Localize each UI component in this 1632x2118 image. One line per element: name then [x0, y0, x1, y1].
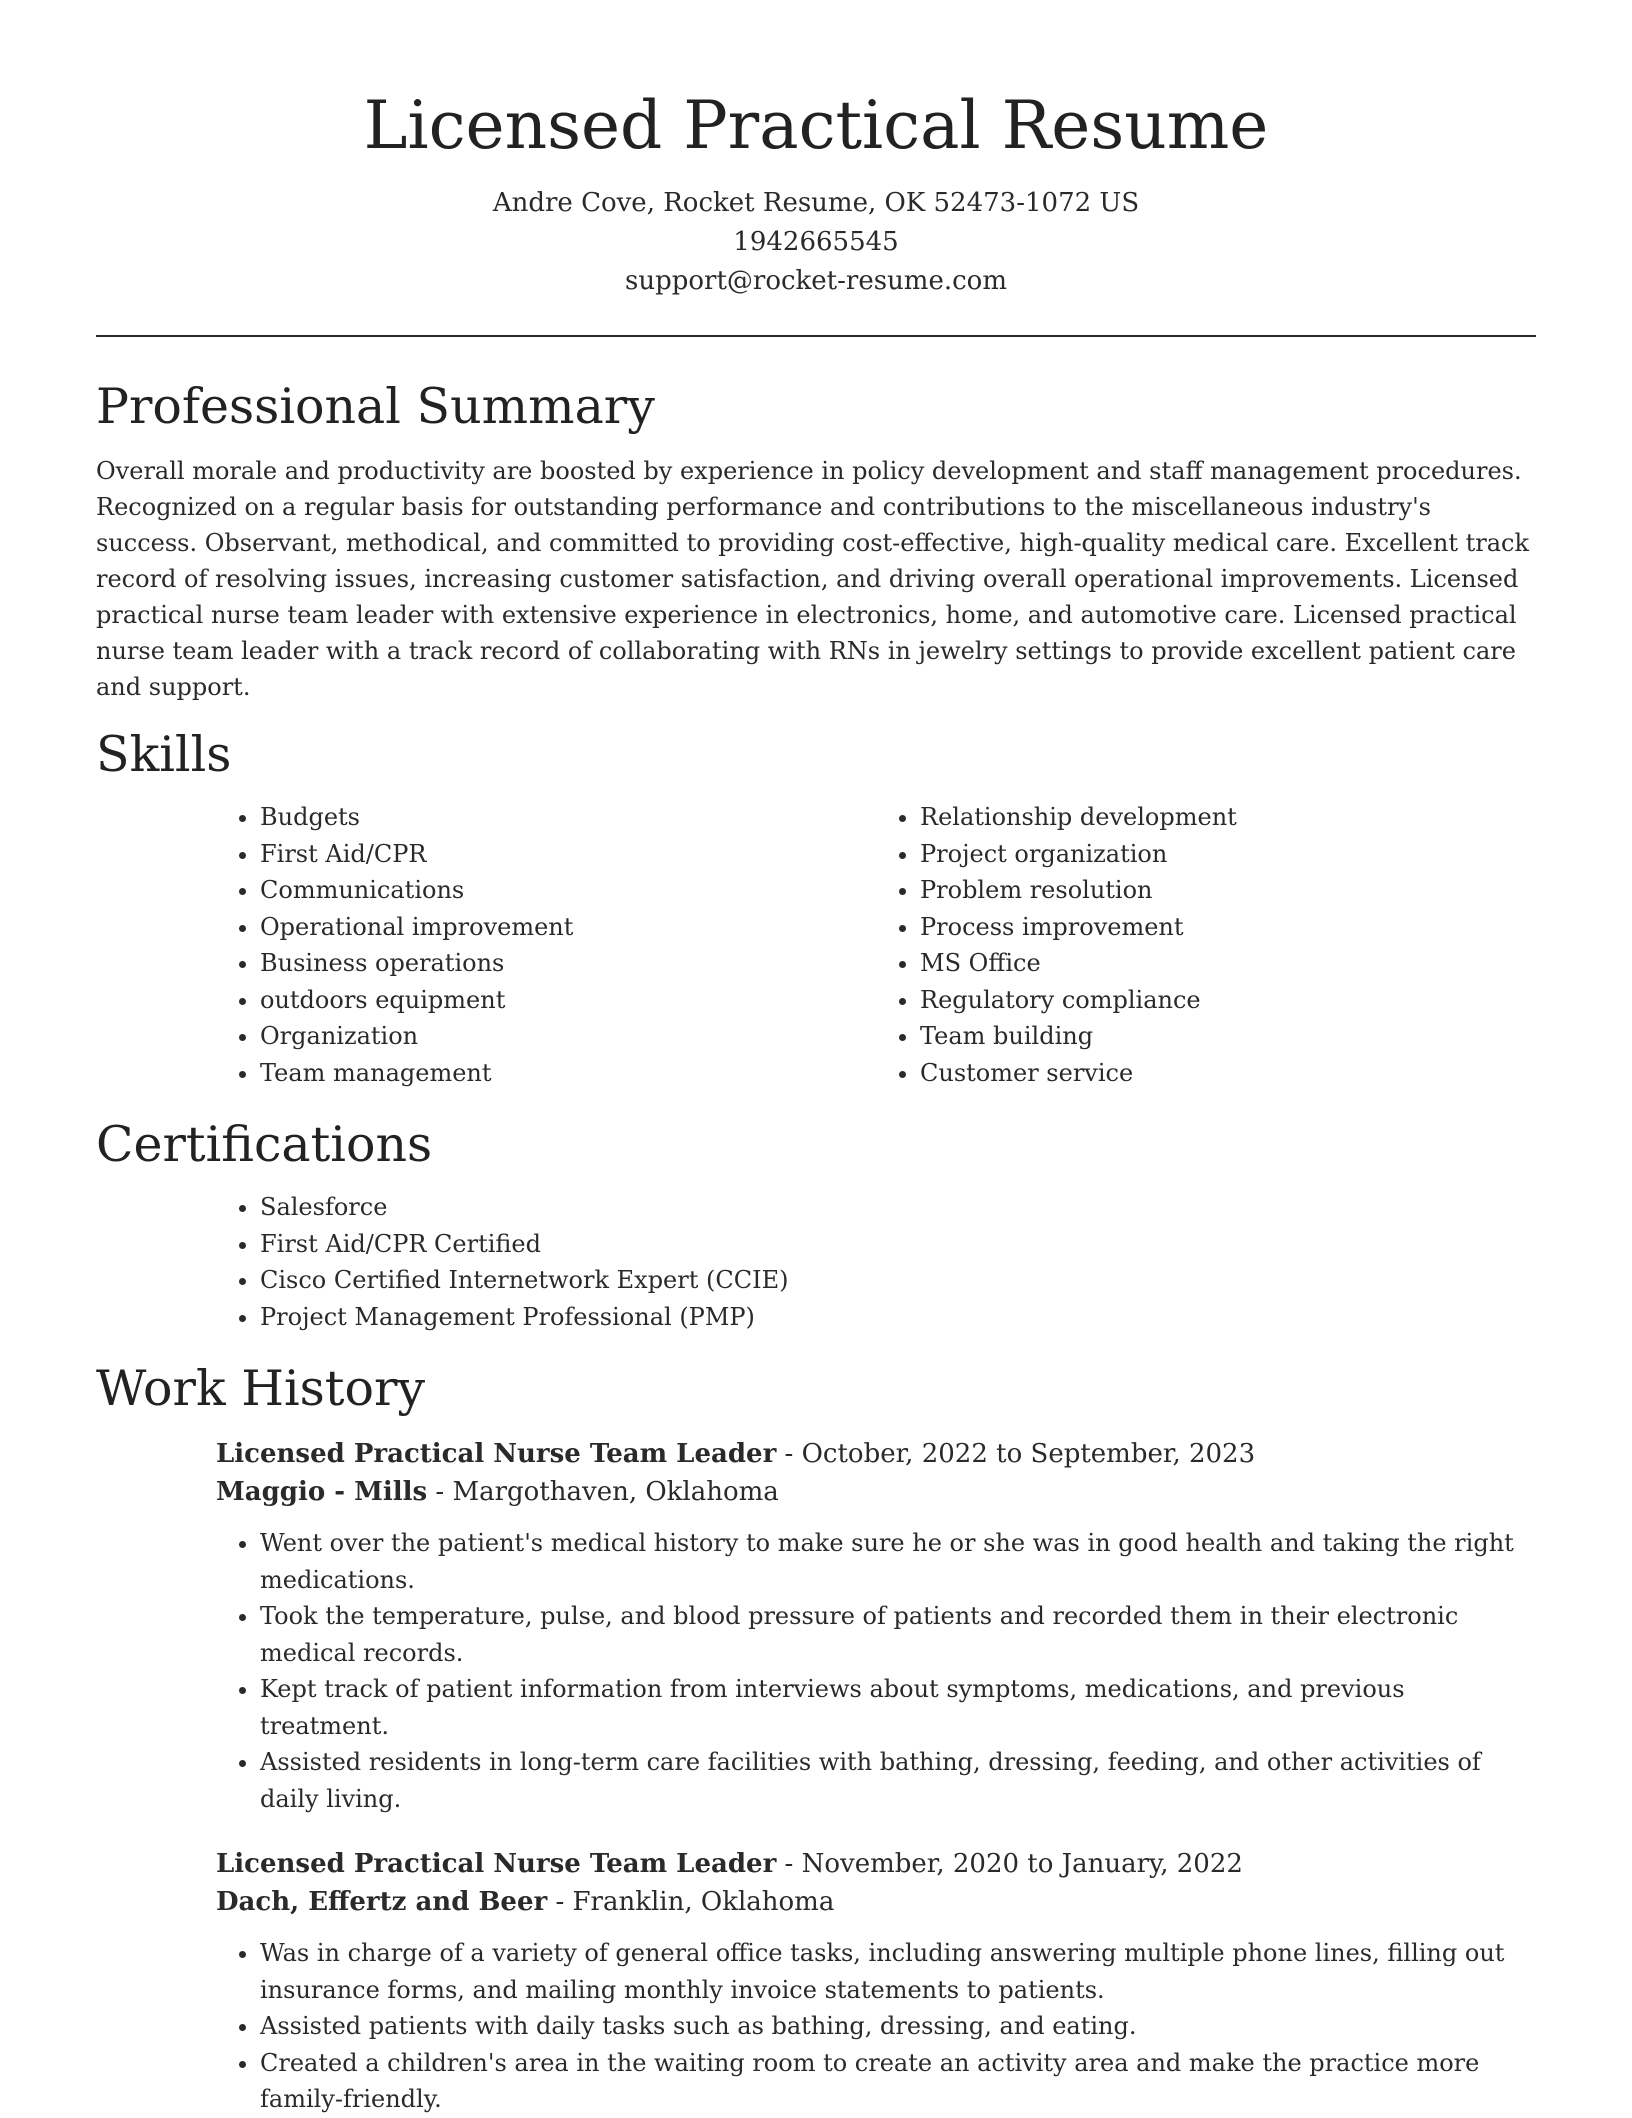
job-bullets	[216, 1935, 1536, 2118]
skill-item: • Organization	[260, 1018, 876, 1055]
header-divider	[96, 335, 1536, 337]
skill-item: • Business operations	[260, 945, 876, 982]
resume-page	[96, 0, 1536, 2118]
skill-item: • Communications	[260, 872, 876, 909]
job-entry	[216, 1845, 1536, 2118]
certifications-list	[216, 1189, 1536, 1335]
job-title-line	[216, 1435, 1536, 1473]
skill-item: • Budgets	[260, 799, 876, 836]
job-company: Dach, Effertz and Beer	[216, 1887, 548, 1917]
job-dates: - November, 2020 to January, 2022	[776, 1849, 1243, 1879]
job-bullet: • Was in charge of a variety of general office tasks, including answering multiple phone lines, filling out insurance forms, and mailing monthly invoice statements to patients.	[260, 1935, 1536, 2008]
skill-item: • Process improvement	[920, 909, 1536, 946]
skills-right-column	[876, 799, 1536, 1091]
certification-item: • Cisco Certified Internetwork Expert (CCIE)	[260, 1262, 1536, 1299]
skill-item: • Customer service	[920, 1055, 1536, 1092]
certification-item: • Project Management Professional (PMP)	[260, 1299, 1536, 1336]
skill-item: • Operational improvement	[260, 909, 876, 946]
work-history-section	[96, 1359, 1536, 2118]
job-title: Licensed Practical Nurse Team Leader	[216, 1439, 777, 1469]
contact-address: Andre Cove, Rocket Resume, OK 52473-1072 US	[492, 188, 1140, 218]
certifications-heading: Certifications	[96, 1116, 433, 1173]
skill-item: • outdoors equipment	[260, 982, 876, 1019]
job-entry	[216, 1435, 1536, 1817]
job-company-line	[216, 1883, 1536, 1921]
contact-block	[96, 184, 1536, 301]
skill-item: • Problem resolution	[920, 872, 1536, 909]
skill-item: • Project organization	[920, 836, 1536, 873]
job-bullet: • Created a children's area in the waiting room to create an activity area and make the practice more family-friendly.	[260, 2045, 1536, 2118]
job-company-line	[216, 1473, 1536, 1511]
skills-left-column	[216, 799, 876, 1091]
job-location: - Margothaven, Oklahoma	[427, 1477, 779, 1507]
job-bullet: • Assisted patients with daily tasks such as bathing, dressing, and eating.	[260, 2008, 1536, 2045]
summary-heading: Professional Summary	[96, 378, 655, 435]
job-bullets	[216, 1525, 1536, 1817]
summary-text: Overall morale and productivity are boosted by experience in policy development and staff management procedures. Recognized on a regular basis for outstanding performance and contributions to the miscellaneous industry's success. Observant, methodical, and committed to providing cost-effective, high-quality medical care. Excellent track record of resolving issues, increasing customer satisfaction, and driving overall operational improvements. Licensed practical nurse team leader with extensive experience in electronics, home, and automotive care. Licensed practical nurse team leader with a track record of collaborating with RNs in jewelry settings to provide excellent patient care and support.	[96, 457, 1530, 701]
skill-item: • First Aid/CPR	[260, 836, 876, 873]
skill-item: • MS Office	[920, 945, 1536, 982]
skill-item: • Team building	[920, 1018, 1536, 1055]
skill-item: • Team management	[260, 1055, 876, 1092]
job-bullet: • Assisted residents in long-term care facilities with bathing, dressing, feeding, and other activities of daily living.	[260, 1744, 1536, 1817]
job-company: Maggio - Mills	[216, 1477, 428, 1507]
job-bullet: • Went over the patient's medical history to make sure he or she was in good health and taking the right medications.	[260, 1525, 1536, 1598]
certification-item: • First Aid/CPR Certified	[260, 1226, 1536, 1263]
job-title: Licensed Practical Nurse Team Leader	[216, 1849, 777, 1879]
contact-email: support@rocket-resume.com	[624, 266, 1007, 296]
job-location: - Franklin, Oklahoma	[547, 1887, 835, 1917]
skills-heading: Skills	[96, 726, 232, 783]
job-title-line	[216, 1845, 1536, 1883]
contact-phone: 1942665545	[733, 227, 899, 257]
work-history-heading: Work History	[96, 1360, 426, 1417]
certification-item: • Salesforce	[260, 1189, 1536, 1226]
skills-section	[96, 725, 1536, 1091]
certifications-section	[96, 1115, 1536, 1335]
summary-section	[96, 377, 1536, 705]
skill-item: • Regulatory compliance	[920, 982, 1536, 1019]
job-dates: - October, 2022 to September, 2023	[776, 1439, 1256, 1469]
job-bullet: • Took the temperature, pulse, and blood pressure of patients and recorded them in their electronic medical records.	[260, 1598, 1536, 1671]
skills-list	[216, 799, 1536, 1091]
resume-title: Licensed Practical Resume	[363, 87, 1269, 164]
job-bullet: • Kept track of patient information from interviews about symptoms, medications, and previous treatment.	[260, 1671, 1536, 1744]
skill-item: • Relationship development	[920, 799, 1536, 836]
